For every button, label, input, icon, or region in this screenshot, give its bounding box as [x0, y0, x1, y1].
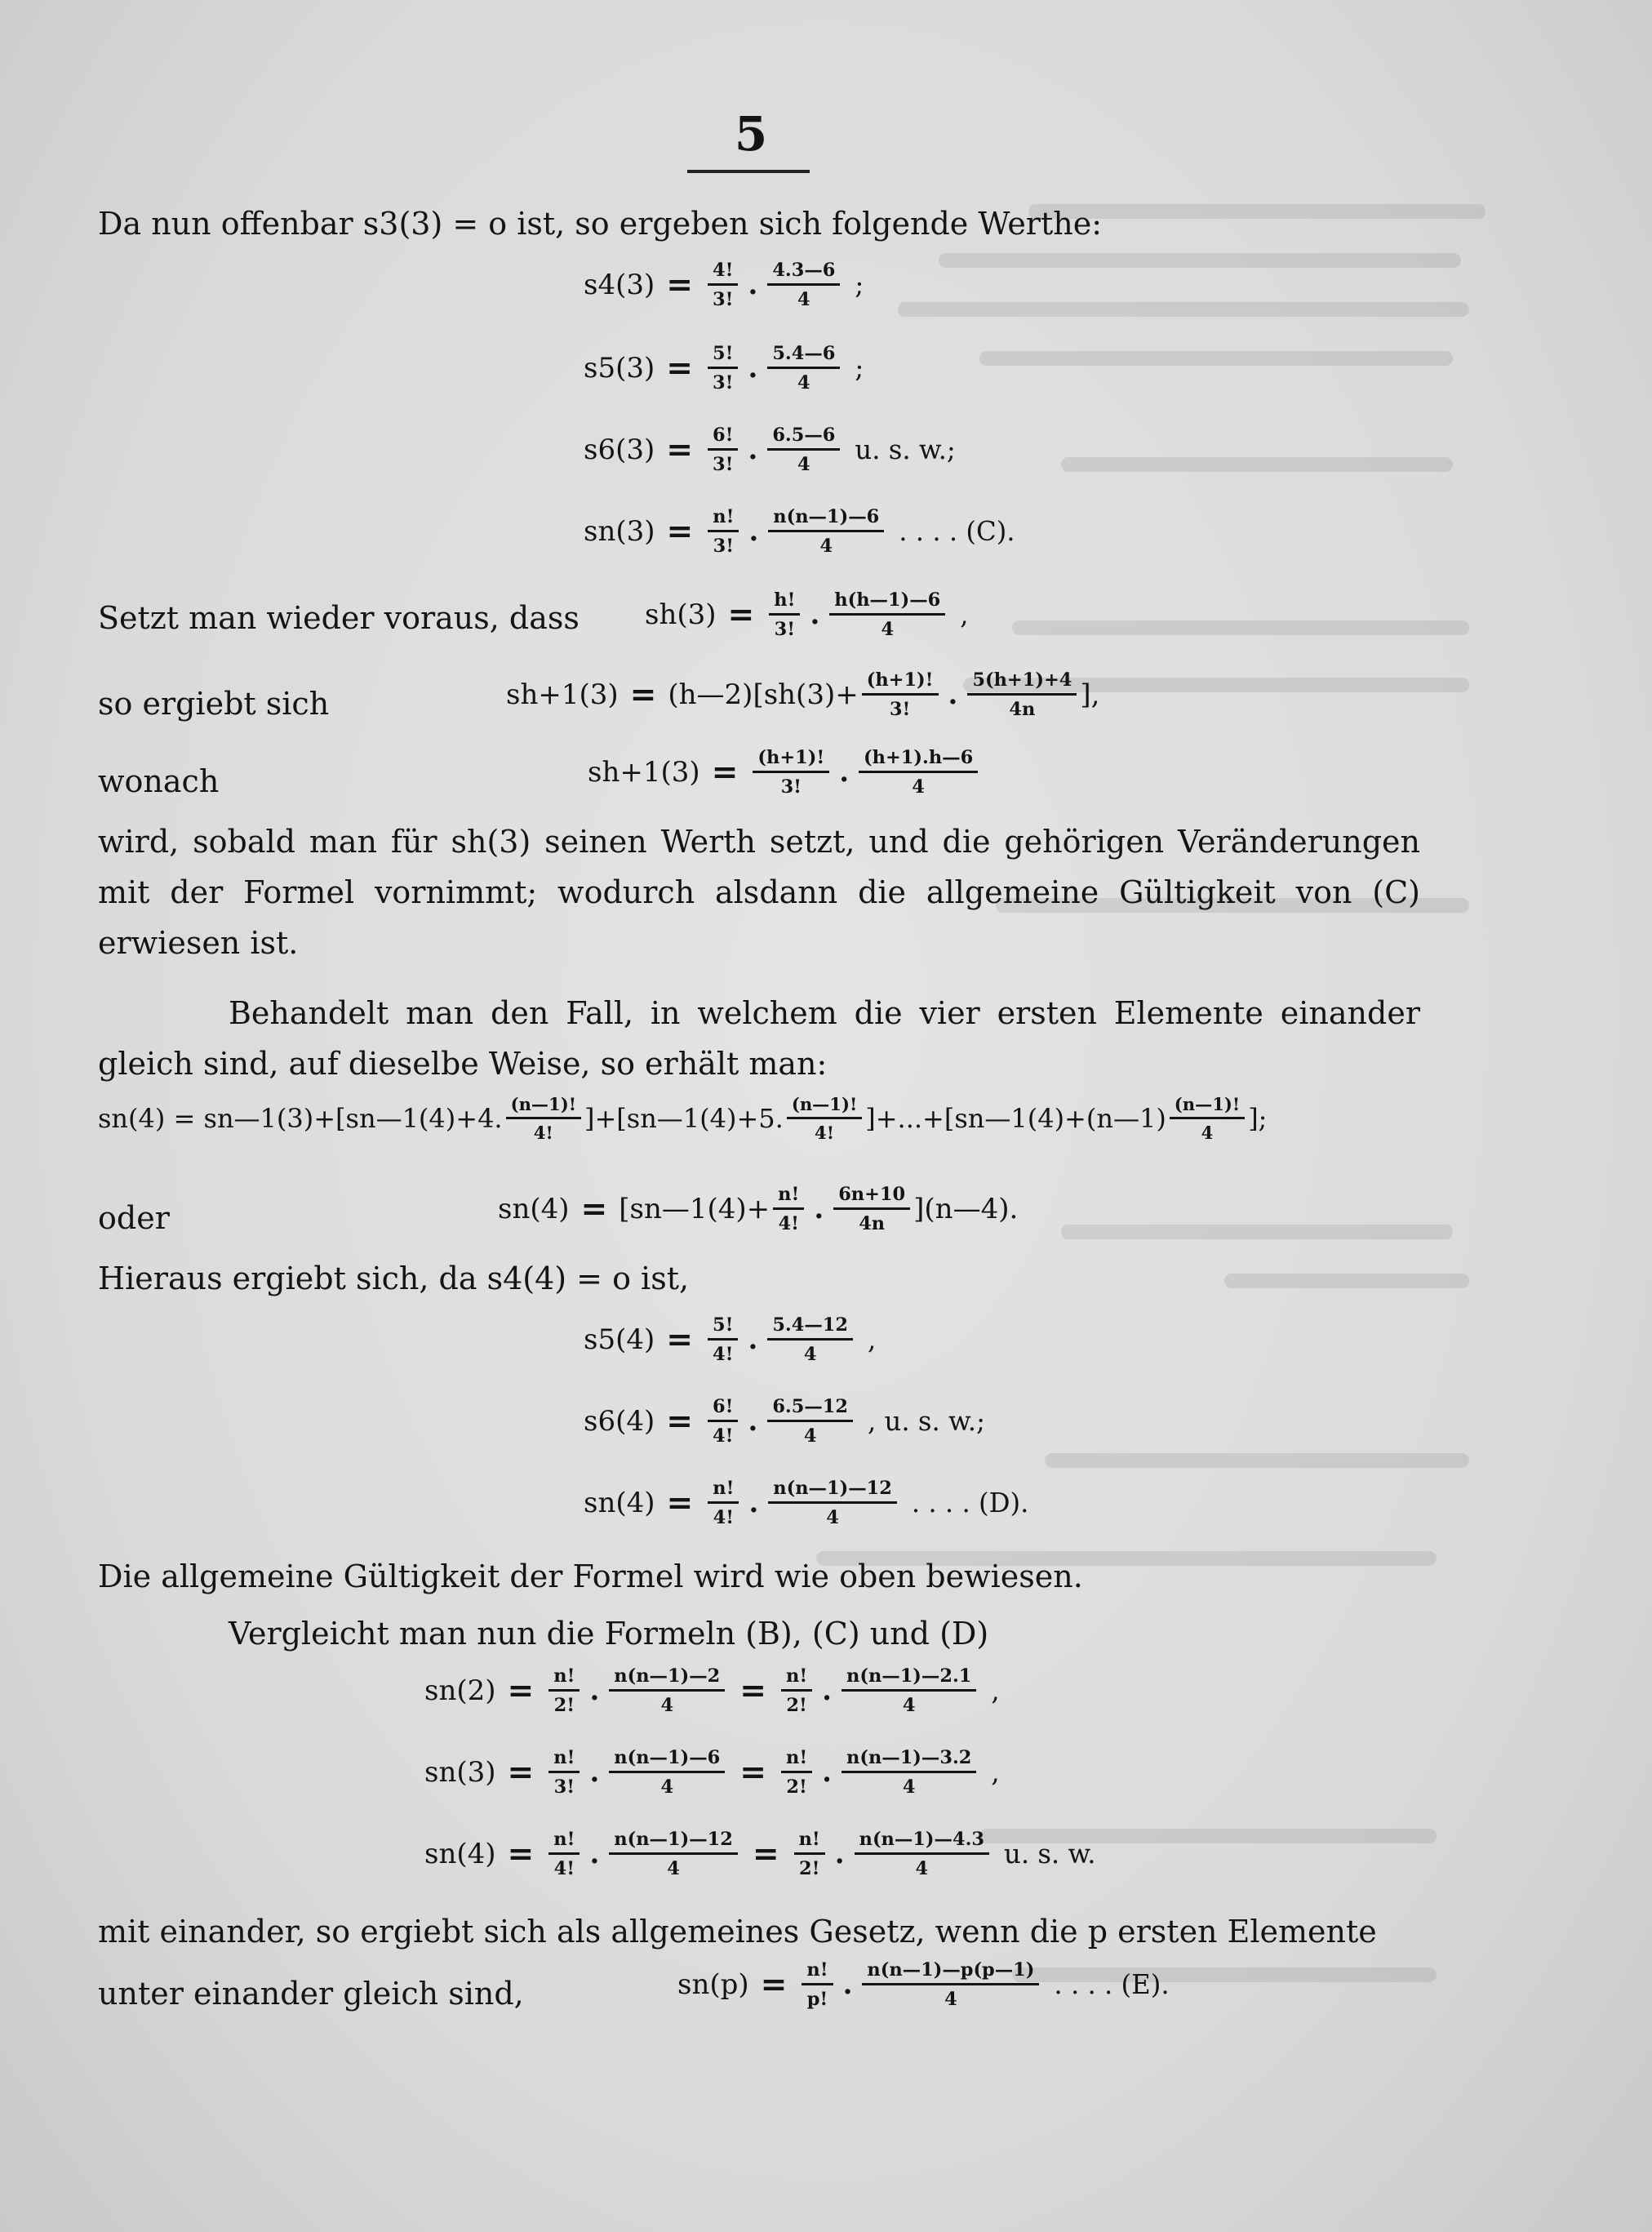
- header-rule: [687, 170, 810, 173]
- eq-sh1-3-recursion: sh+1(3) = (h—2)[sh(3)+ $\frac{(h+1)!}{3!}$ . $\frac{5(h+1)+4}{4n}$ ],: [506, 669, 1100, 720]
- eq-compare-sn-2: sn(2) = $\frac{n!}{2!}$ . $\frac{n(n—1)—2}{4}$ = $\frac{n!}{2!}$ . $\frac{n(n—1)—2.1}{4}$ ,: [424, 1665, 1000, 1716]
- eq-tail: ;: [855, 269, 864, 300]
- mit-line: mit einander, so ergiebt sich als allgemeines Gesetz, wenn die p ersten Elemente: [98, 1914, 1377, 1950]
- eq-sn-3-C: sn(3) = $\frac{n!}{3!}$ . $\frac{n(n—1)—6}{4}$ . . . . (C).: [584, 506, 1015, 557]
- paragraph-four-elements: Behandelt man den Fall, in welchem die vier ersten Elemente einander gleich sind, auf dieselbe Weise, so erhält man:: [98, 995, 1420, 1082]
- oder-label: oder: [98, 1200, 170, 1236]
- eq-sn-4-recursion: sn(4) = [sn—1(4)+ $\frac{n!}{4!}$ . $\frac{6n+10}{4n}$ ](n—4).: [498, 1184, 1019, 1234]
- eq-compare-sn-4: sn(4) = $\frac{n!}{4!}$ . $\frac{n(n—1)—12}{4}$ = $\frac{n!}{2!}$ . $\frac{n(n—1)—4.3}{4}$ u. s. w.: [424, 1829, 1096, 1879]
- eq-sh1-3-result: sh+1(3) = $\frac{(h+1)!}{3!}$ . $\frac{(h+1).h—6}{4}$: [588, 747, 981, 798]
- hieraus-line: Hieraus ergiebt sich, da s4(4) = o ist,: [98, 1261, 690, 1296]
- eq-sn-4-D: sn(4) = $\frac{n!}{4!}$ . $\frac{n(n—1)—12}{4}$ . . . . (D).: [584, 1478, 1029, 1528]
- eq-s5-4: s5(4) = $\frac{5!}{4!}$ . $\frac{5.4—12}{4}$ ,: [584, 1314, 877, 1365]
- wonach-label: wonach: [98, 763, 220, 799]
- eq-sh-3: sh(3) = $\frac{h!}{3!}$ . $\frac{h(h—1)—6}{4}$ ,: [645, 589, 969, 640]
- ergiebt-label: so ergiebt sich: [98, 686, 330, 722]
- page-number: 5: [734, 106, 768, 162]
- eq-relation: =: [666, 266, 693, 304]
- eq-compare-sn-3: sn(3) = $\frac{n!}{3!}$ . $\frac{n(n—1)—6}{4}$ = $\frac{n!}{2!}$ . $\frac{n(n—1)—3.2}{4}$ ,: [424, 1747, 1000, 1798]
- eq-lhs: s4(3): [584, 269, 655, 301]
- vergleicht-line: Vergleicht man nun die Formeln (B), (C) und (D): [229, 1616, 989, 1652]
- intro-line: Da nun offenbar s3(3) = o ist, so ergeben sich folgende Werthe:: [98, 206, 1103, 242]
- paragraph-proof-C: wird, sobald man für sh(3) seinen Werth setzt, und die gehörigen Veränderungen mit der Formel vornimmt; wodurch alsdann die allgemeine Gültigkeit von (C) erwiesen ist.: [98, 824, 1420, 961]
- eq-sn-p-E: sn(p) = $\frac{n!}{p!}$ . $\frac{n(n—1)—p(p—1)}{4}$ . . . . (E).: [677, 1959, 1170, 2010]
- setzt-text: Setzt man wieder voraus, dass: [98, 600, 580, 636]
- fraction: $\frac{4.3—6}{4}$: [767, 260, 840, 310]
- fraction: $\frac{4!}{3!}$: [708, 260, 738, 310]
- allgemeine-line: Die allgemeine Gültigkeit der Formel wird wie oben bewiesen.: [98, 1558, 1083, 1594]
- unter-label: unter einander gleich sind,: [98, 1976, 524, 2012]
- eq-s4-3: s4(3) = $\frac{4!}{3!}$ . $\frac{4.3—6}{4}$ ;: [584, 260, 864, 310]
- eq-sn-4-sum: sn(4) = sn—1(3)+[sn—1(4)+4. $\frac{(n—1)!}{4!}$ ]+[sn—1(4)+5. $\frac{(n—1)!}{4!}$ ]+...+[sn—1(4)+(n—1) $\frac{(n—1)!}{4}$ ];: [98, 1094, 1268, 1143]
- eq-s6-3: s6(3) = $\frac{6!}{3!}$ . $\frac{6.5—6}{4}$ u. s. w.;: [584, 425, 956, 475]
- eq-s6-4: s6(4) = $\frac{6!}{4!}$ . $\frac{6.5—12}{4}$ , u. s. w.;: [584, 1396, 985, 1447]
- eq-s5-3: s5(3) = $\frac{5!}{3!}$ . $\frac{5.4—6}{4}$ ;: [584, 343, 864, 393]
